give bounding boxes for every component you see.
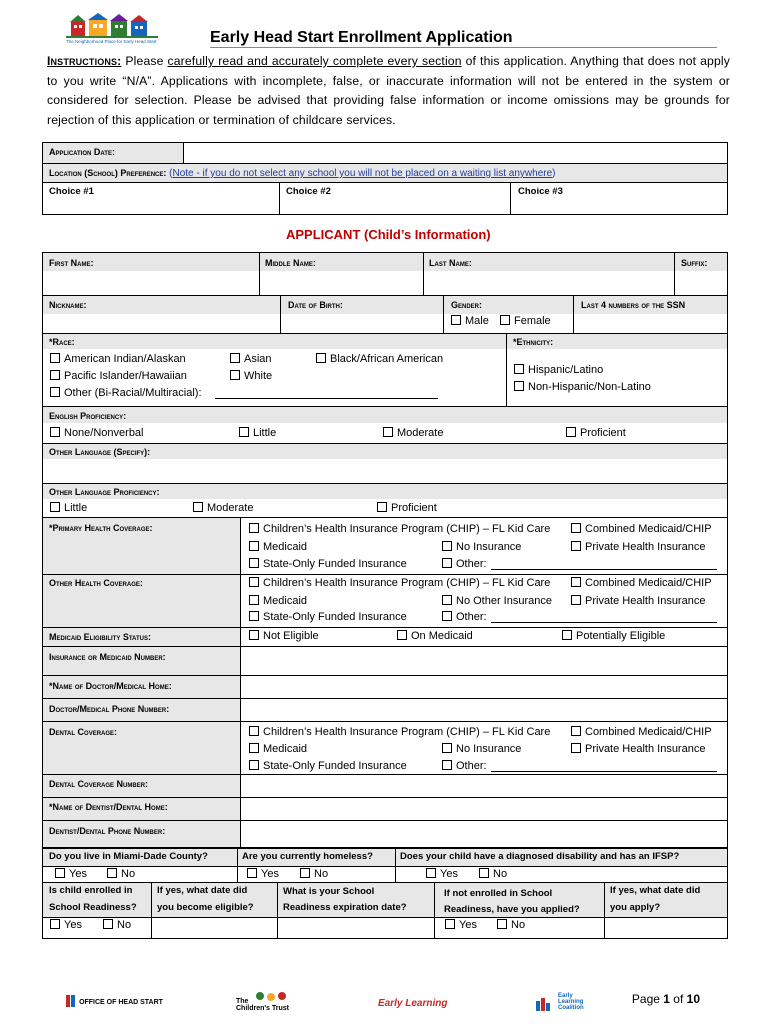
homeless-no-checkbox[interactable] [300,868,310,878]
race-label: *Race: [49,337,75,347]
primary-medicaid-option[interactable]: Medicaid [249,541,307,553]
primary-other-input[interactable] [491,569,717,570]
other-little-checkbox[interactable] [50,502,60,512]
dental-state-checkbox[interactable] [249,760,259,770]
dental-medicaid-checkbox[interactable] [249,743,259,753]
other-other-input[interactable] [491,622,717,623]
english-moderate-option[interactable]: Moderate [383,427,443,439]
note-word: Note [172,168,194,179]
other-moderate-checkbox[interactable] [193,502,203,512]
doctor-input[interactable] [241,676,726,698]
note-text: - if you do not select any school you will not be placed on a waiting list anywhere [193,168,553,179]
primary-chip-checkbox[interactable] [249,523,259,533]
ssn-input[interactable] [575,315,726,332]
other-chip-option[interactable]: Children’s Health Insurance Program (CHIP) – FL Kid Care [249,577,550,589]
doctor-label: *Name of Doctor/Medical Home: [49,681,172,691]
primary-medicaid-checkbox[interactable] [249,541,259,551]
middle-name-input[interactable] [261,272,422,294]
disability-yes-option[interactable]: Yes [426,868,458,880]
dentist-phone-label: Dentist/Dental Phone Number: [49,826,166,836]
race-asian-option[interactable]: Asian [230,353,272,365]
application-date-input[interactable] [184,143,727,163]
race-other-option[interactable]: Other (Bi-Racial/Multiracial): [50,387,202,399]
last-name-input[interactable] [425,272,673,294]
black-checkbox[interactable] [316,353,326,363]
elc-early: Early [558,993,573,999]
other-race-checkbox[interactable] [50,387,60,397]
expiration-question-2: Readiness expiration date? [283,902,407,913]
page-prefix: Page [631,992,664,1006]
dental-number-input[interactable] [241,775,726,797]
enrolled-no-option[interactable]: No [103,919,131,931]
dental-private-option[interactable]: Private Health Insurance [571,743,705,755]
instructions-label: Instructions: [47,54,122,68]
ssn-label: Last 4 numbers of the SSN [581,300,686,310]
other-language-label: Other Language (Specify): [49,447,151,457]
hispanic-checkbox[interactable] [514,364,524,374]
choice-3-input[interactable] [512,198,726,214]
other-moderate-option[interactable]: Moderate [193,502,253,514]
primary-other-option[interactable]: Other: [442,558,487,570]
race-black-option[interactable]: Black/African American [316,353,443,365]
miami-dade-question: Do you live in Miami-Dade County? [49,851,208,862]
applicant-heading: APPLICANT (Child’s Information) [286,227,491,242]
insurance-number-label: Insurance or Medicaid Number: [49,652,166,662]
dental-other-input[interactable] [491,771,717,772]
homeless-yes-checkbox[interactable] [247,868,257,878]
gender-label: Gender: [451,300,483,310]
other-chip-checkbox[interactable] [249,577,259,587]
eligible-date-input[interactable] [153,918,276,937]
dob-input[interactable] [282,315,442,332]
expiration-date-input[interactable] [279,918,433,937]
other-other-checkbox[interactable] [442,611,452,621]
note-close: ) [552,168,556,179]
note-open: ( [166,168,173,179]
primary-other-checkbox[interactable] [442,558,452,568]
last-name-label: Last Name: [429,258,472,268]
male-checkbox[interactable] [451,315,461,325]
american-indian-checkbox[interactable] [50,353,60,363]
disability-yes-checkbox[interactable] [426,868,436,878]
school-readiness-question-2: School Readiness? [49,902,137,913]
dental-no-insurance-checkbox[interactable] [442,743,452,753]
homeless-yes-option[interactable]: Yes [247,868,279,880]
early-learning-coalition-logo [536,993,596,1015]
other-health-label: Other Health Coverage: [49,578,143,588]
enrolled-no-checkbox[interactable] [103,919,113,929]
childrens-trust-logo [236,990,296,1014]
white-checkbox[interactable] [230,370,240,380]
miami-yes-checkbox[interactable] [55,868,65,878]
elc-learning: Learning [558,999,584,1005]
dental-medicaid-option[interactable]: Medicaid [249,743,307,755]
other-other-option[interactable]: Other: [442,611,487,623]
enrolled-yes-checkbox[interactable] [50,919,60,929]
apply-date-question-1: If yes, what date did [610,885,701,896]
dental-combined-checkbox[interactable] [571,726,581,736]
primary-combined-checkbox[interactable] [571,523,581,533]
page-total: 10 [686,992,700,1006]
other-medicaid-checkbox[interactable] [249,595,259,605]
english-little-checkbox[interactable] [239,427,249,437]
middle-name-label: Middle Name: [265,258,316,268]
ethnicity-hispanic-option[interactable]: Hispanic/Latino [514,364,603,376]
enrolled-yes-option[interactable]: Yes [50,919,82,931]
applied-question-2: Readiness, have you applied? [444,904,580,915]
logo-caption: The Neighborhood Place for Early Head Start [66,39,157,44]
other-medicaid-option[interactable]: Medicaid [249,595,307,607]
other-little-option[interactable]: Little [50,502,87,514]
childrens-trust-name: Children's Trust [236,1005,290,1012]
other-combined-checkbox[interactable] [571,577,581,587]
dental-private-checkbox[interactable] [571,743,581,753]
page-title: Early Head Start Enrollment Application [210,29,513,46]
dental-other-option[interactable]: Other: [442,760,487,772]
nickname-label: Nickname: [49,300,87,310]
applied-yes-checkbox[interactable] [445,919,455,929]
dentist-phone-input[interactable] [241,821,726,847]
disability-no-checkbox[interactable] [479,868,489,878]
primary-state-checkbox[interactable] [249,558,259,568]
race-white-option[interactable]: White [230,370,272,382]
other-proficient-checkbox[interactable] [377,502,387,512]
instructions-emphasis: carefully read and accurately complete every section [167,54,462,68]
dental-other-checkbox[interactable] [442,760,452,770]
applied-question-1: If not enrolled in School [444,888,553,899]
other-language-input[interactable] [44,460,726,482]
disability-no-option[interactable]: No [479,868,507,880]
homeless-no-option[interactable]: No [300,868,328,880]
doctor-phone-input[interactable] [241,699,726,721]
homeless-question: Are you currently homeless? [242,851,373,862]
other-private-checkbox[interactable] [571,595,581,605]
primary-health-label: *Primary Health Coverage: [49,523,153,533]
miami-yes-option[interactable]: Yes [55,868,87,880]
primary-combined-option[interactable]: Combined Medicaid/CHIP [571,523,712,535]
other-combined-option[interactable]: Combined Medicaid/CHIP [571,577,712,589]
english-none-checkbox[interactable] [50,427,60,437]
choice-1-input[interactable] [44,198,278,214]
apply-date-question-2: you apply? [610,902,661,913]
dental-coverage-label: Dental Coverage: [49,727,118,737]
application-date-label: Application Date: [49,147,115,157]
choice-1-label: Choice #1 [49,186,94,197]
english-moderate-checkbox[interactable] [383,427,393,437]
dental-chip-option[interactable]: Children’s Health Insurance Program (CHIP) – FL Kid Care [249,726,550,738]
other-no-other-option[interactable]: No Other Insurance [442,595,552,607]
early-learning-logo: Early Learning [378,998,448,1009]
race-pacific-option[interactable]: Pacific Islander/Hawaiian [50,370,187,382]
nickname-input[interactable] [44,315,279,332]
elig-on-medicaid-option[interactable]: On Medicaid [397,630,473,642]
gender-female-option[interactable]: Female [500,315,551,327]
suffix-input[interactable] [676,272,726,294]
childrens-trust-the: The [236,998,249,1005]
dental-state-option[interactable]: State-Only Funded Insurance [249,760,407,772]
race-american-indian-option[interactable]: American Indian/Alaskan [50,353,186,365]
non-hispanic-checkbox[interactable] [514,381,524,391]
doctor-phone-label: Doctor/Medical Phone Number: [49,704,170,714]
applied-yes-option[interactable]: Yes [445,919,477,931]
primary-private-checkbox[interactable] [571,541,581,551]
primary-private-option[interactable]: Private Health Insurance [571,541,705,553]
apply-date-input[interactable] [606,918,726,937]
english-proficient-option[interactable]: Proficient [566,427,626,439]
medicaid-eligibility-label: Medicaid Eligibility Status: [49,632,151,642]
dentist-label: *Name of Dentist/Dental Home: [49,802,168,812]
head-start-logo [66,995,163,1007]
elig-not-eligible-option[interactable]: Not Eligible [249,630,319,642]
disability-question: Does your child have a diagnosed disability and has an IFSP? [400,851,680,862]
other-state-checkbox[interactable] [249,611,259,621]
miami-no-checkbox[interactable] [107,868,117,878]
applied-no-checkbox[interactable] [497,919,507,929]
other-language-proficiency-label: Other Language Proficiency: [49,487,160,497]
location-preference-label: Location (School) Preference: [49,168,167,178]
instructions-text-2: of this application. Anything that does not apply to you write “N/A”. Applications with incomplete, false, or inaccurate information will not be entered in the system or considered for selection. Please be advised that providing false information or income omissions may be grounds for rejection of this application or termination of childcare services. [47,54,730,127]
organization-logo [66,12,158,46]
miami-no-option[interactable]: No [107,868,135,880]
eligible-date-question-1: If yes, what date did [157,885,248,896]
first-name-input[interactable] [44,272,258,294]
gender-male-option[interactable]: Male [451,315,489,327]
instructions-text-1: Please [125,54,168,68]
dob-label: Date of Birth: [288,300,343,310]
dental-number-label: Dental Coverage Number: [49,779,149,789]
insurance-number-input[interactable] [241,647,726,675]
female-checkbox[interactable] [500,315,510,325]
english-proficient-checkbox[interactable] [566,427,576,437]
primary-no-insurance-option[interactable]: No Insurance [442,541,521,553]
other-state-option[interactable]: State-Only Funded Insurance [249,611,407,623]
choice-2-label: Choice #2 [286,186,331,197]
dental-chip-checkbox[interactable] [249,726,259,736]
on-medicaid-checkbox[interactable] [397,630,407,640]
english-little-option[interactable]: Little [239,427,276,439]
choice-3-label: Choice #3 [518,186,563,197]
dental-combined-option[interactable]: Combined Medicaid/CHIP [571,726,712,738]
primary-no-insurance-checkbox[interactable] [442,541,452,551]
first-name-label: First Name: [49,258,94,268]
primary-chip-option[interactable]: Children’s Health Insurance Program (CHIP) – FL Kid Care [249,523,550,535]
location-preference-row [49,167,556,179]
primary-state-option[interactable]: State-Only Funded Insurance [249,558,407,570]
other-no-other-checkbox[interactable] [442,595,452,605]
race-other-input[interactable] [215,398,438,399]
eligible-date-question-2: you become eligible? [157,902,254,913]
dentist-input[interactable] [241,798,726,820]
pacific-checkbox[interactable] [50,370,60,380]
potentially-eligible-checkbox[interactable] [562,630,572,640]
elc-coalition: Coalition [558,1005,584,1011]
page-number: 1 [663,992,670,1006]
page-indicator [632,992,700,1006]
ethnicity-label: *Ethnicity: [513,337,554,347]
other-private-option[interactable]: Private Health Insurance [571,595,705,607]
not-eligible-checkbox[interactable] [249,630,259,640]
dental-no-insurance-option[interactable]: No Insurance [442,743,521,755]
head-start-logo-text: OFFICE OF HEAD START [79,999,163,1006]
suffix-label: Suffix: [681,258,708,268]
ethnicity-non-hispanic-option[interactable]: Non-Hispanic/Non-Latino [514,381,651,393]
other-proficient-option[interactable]: Proficient [377,502,437,514]
expiration-question-1: What is your School [283,886,375,897]
school-readiness-question-1: Is child enrolled in [49,885,133,896]
english-proficiency-label: English Proficiency: [49,411,127,421]
title-divider [210,47,717,48]
asian-checkbox[interactable] [230,353,240,363]
choice-2-input[interactable] [281,198,509,214]
applied-no-option[interactable]: No [497,919,525,931]
page-of: of [669,992,687,1006]
elig-potentially-option[interactable]: Potentially Eligible [562,630,665,642]
english-none-option[interactable]: None/Nonverbal [50,427,144,439]
instructions [47,52,730,130]
